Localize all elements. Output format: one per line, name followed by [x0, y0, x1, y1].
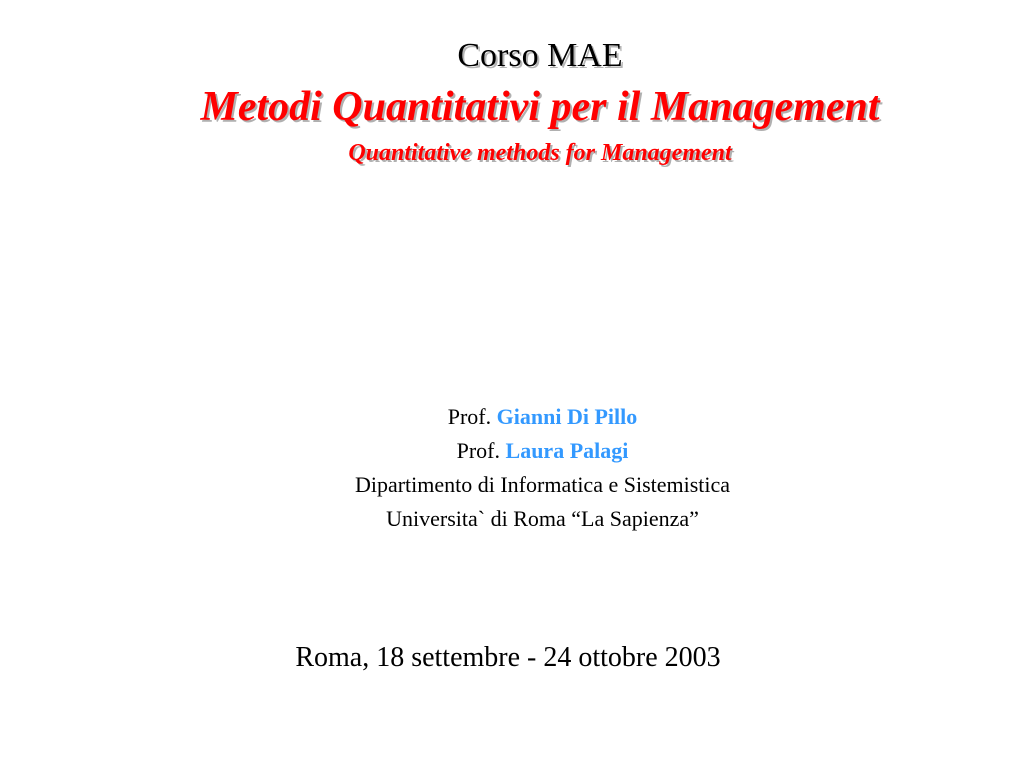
subtitle: Quantitative methods for Management	[348, 140, 732, 166]
prof-prefix: Prof.	[456, 438, 501, 463]
professor-line-2	[0, 434, 1024, 468]
main-title: Metodi Quantitativi per il Management	[200, 84, 880, 130]
professor-line-1	[0, 400, 1024, 434]
university-name: Universita` di Roma “La Sapienza”	[386, 506, 699, 531]
prof-prefix: Prof.	[447, 404, 492, 429]
authors-block	[0, 400, 1024, 536]
professor-name: Laura Palagi	[505, 438, 629, 463]
course-title: Corso MAE	[457, 37, 623, 74]
department-name: Dipartimento di Informatica e Sistemistica	[354, 472, 731, 497]
professor-name: Gianni Di Pillo	[496, 404, 638, 429]
date-location: Roma, 18 settembre - 24 ottobre 2003	[295, 642, 721, 673]
